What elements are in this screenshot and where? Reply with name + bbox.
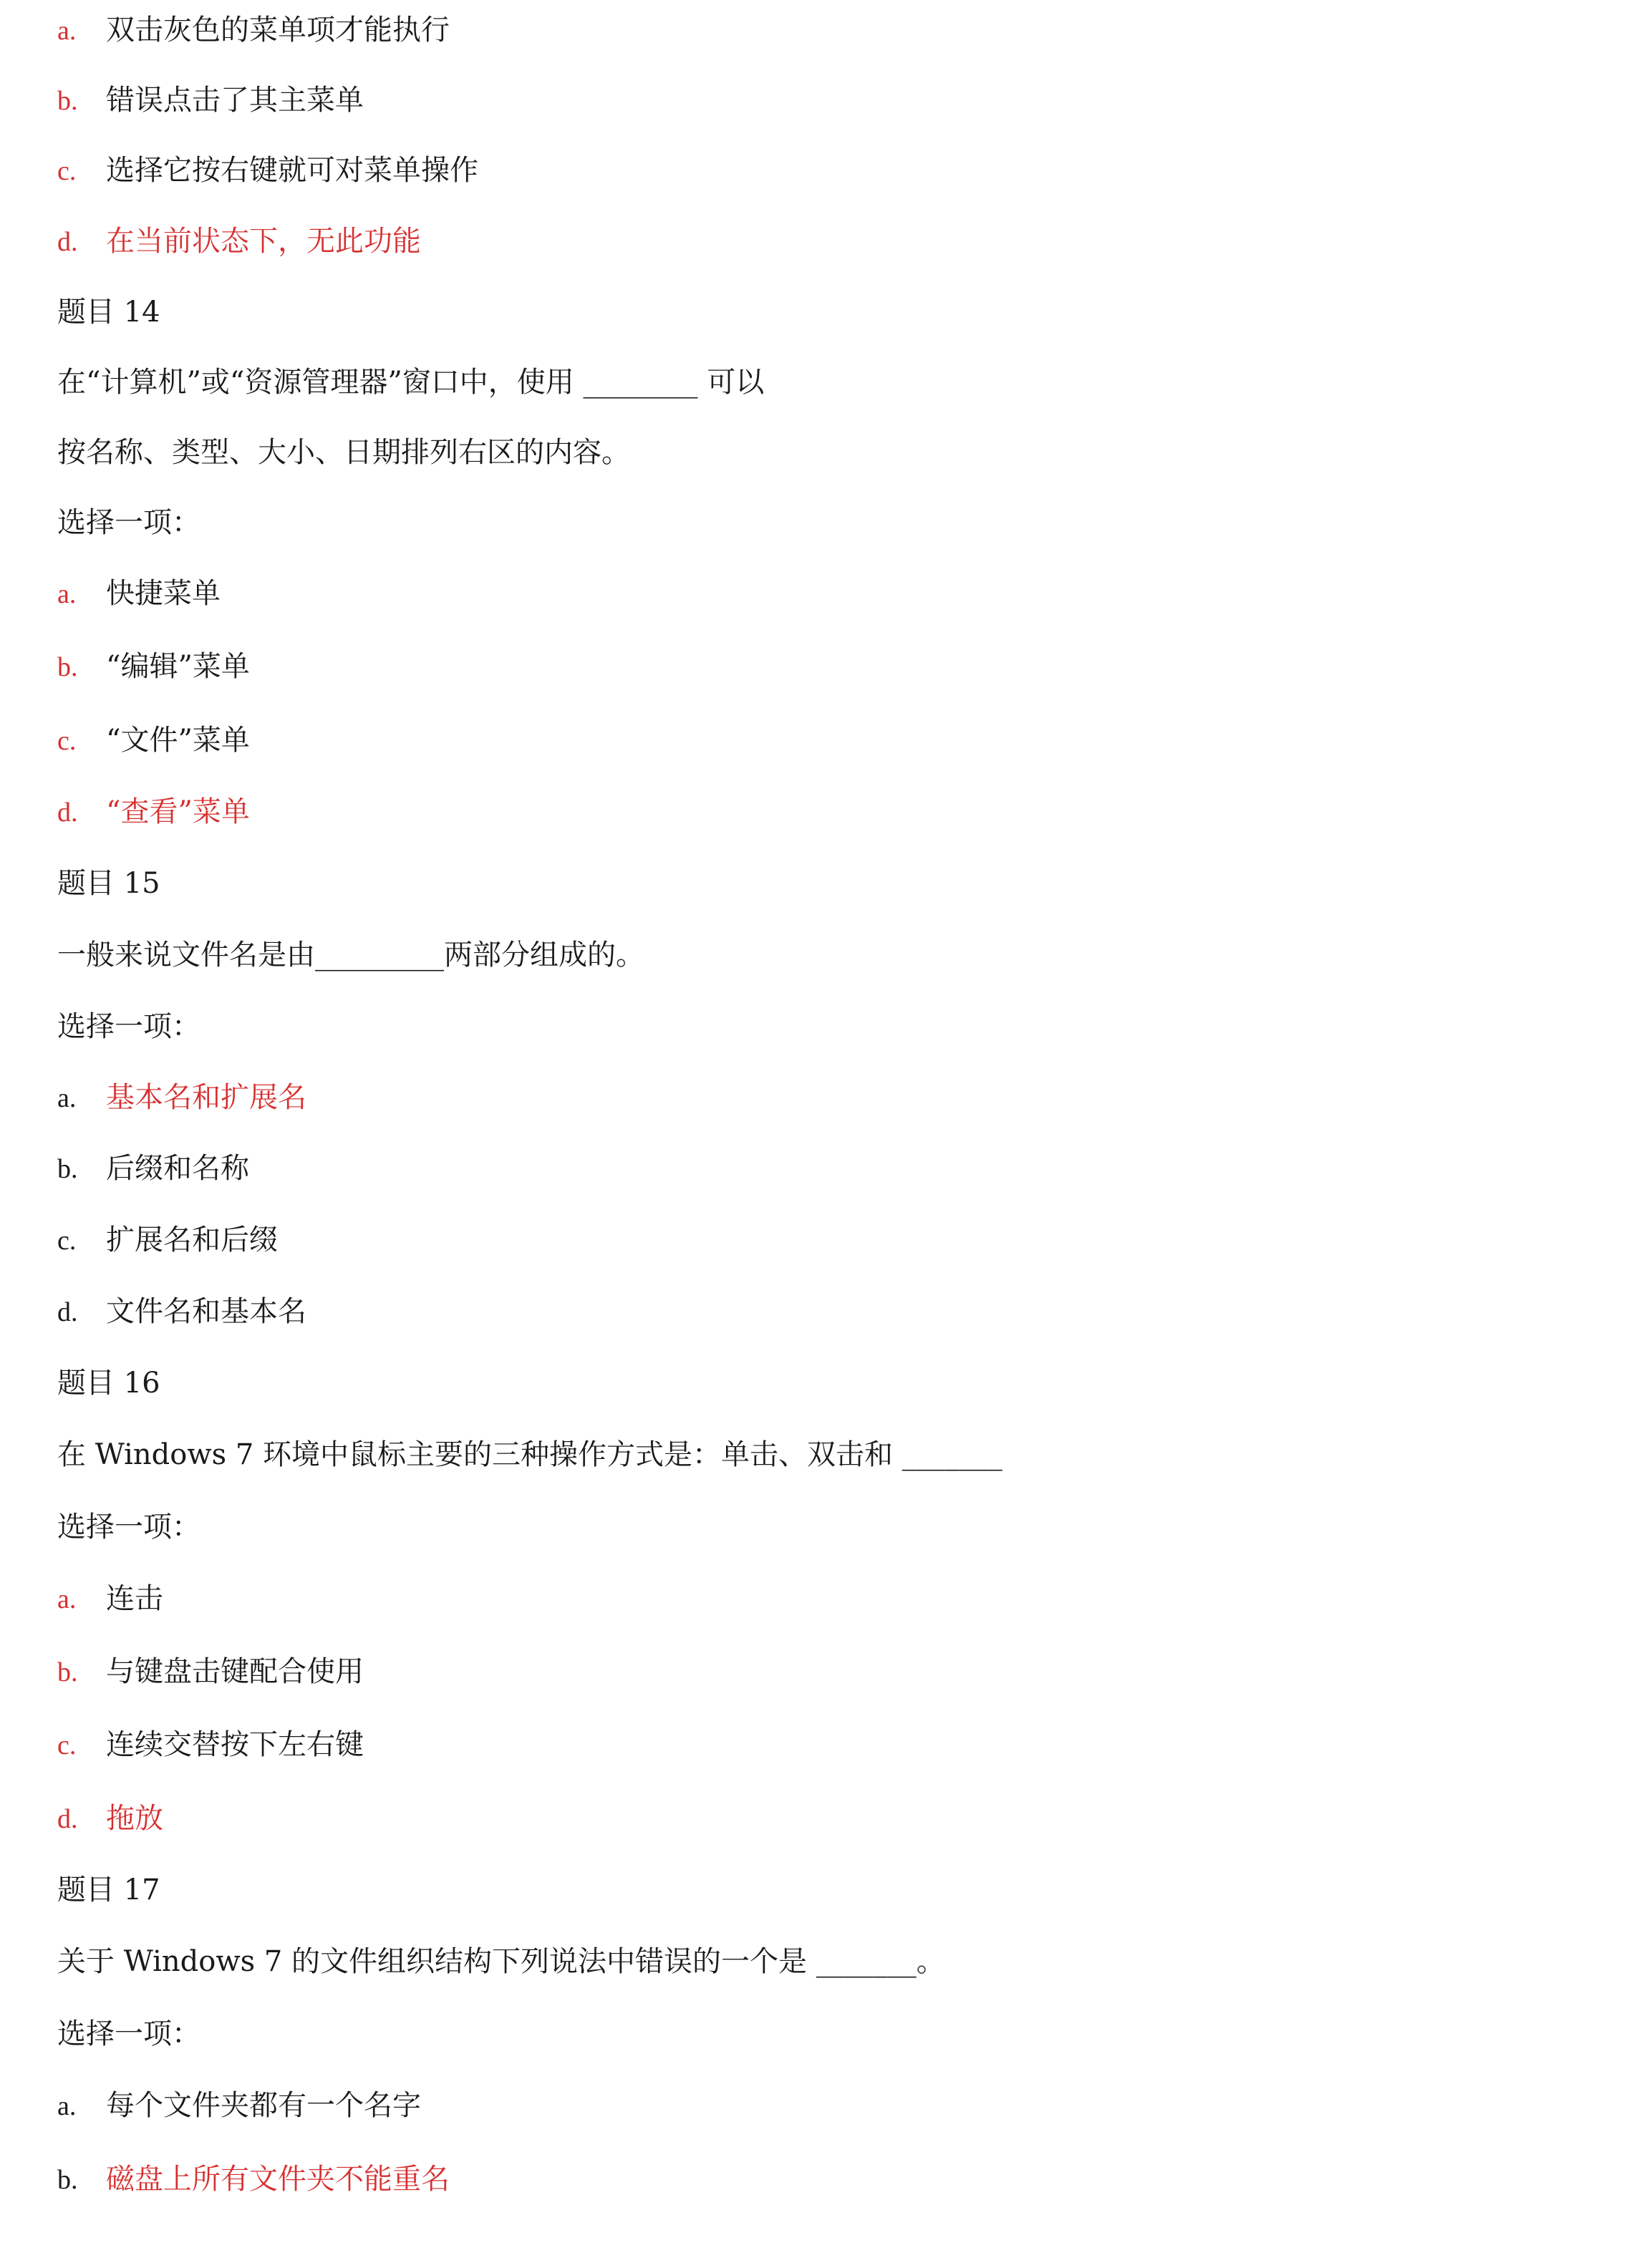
- option-letter: a.: [57, 1584, 77, 1614]
- option-letter: a.: [57, 579, 77, 609]
- option-text: 磁盘上所有文件夹不能重名: [106, 2163, 450, 2196]
- question-16-stem: 在 Windows 7 环境中鼠标主要的三种操作方式是：单击、双击和 _______: [57, 1438, 1002, 1471]
- option-text: 基本名和扩展名: [106, 1081, 306, 1114]
- option-q15-c: [57, 1221, 278, 1259]
- option-q14-b: [57, 648, 250, 686]
- option-q15-d: [57, 1293, 306, 1331]
- option-q15-a: [57, 1079, 306, 1117]
- option-letter: b.: [57, 1154, 78, 1184]
- option-q16-b: [57, 1653, 364, 1691]
- option-q16-d: [57, 1800, 163, 1838]
- option-letter: a.: [57, 1083, 77, 1113]
- option-text: “编辑”菜单: [106, 650, 250, 683]
- option-q13-d: [57, 223, 421, 261]
- option-text: 双击灰色的菜单项才能执行: [106, 14, 450, 47]
- option-letter: d.: [57, 798, 78, 828]
- option-letter: d.: [57, 1804, 78, 1834]
- option-text: 连续交替按下左右键: [106, 1728, 364, 1761]
- option-text: “查看”菜单: [106, 795, 250, 828]
- question-14-title: 题目 14: [57, 296, 160, 329]
- option-text: 快捷菜单: [106, 577, 221, 610]
- question-14-stem-line1: 在“计算机”或“资源管理器”窗口中，使用 ________ 可以: [57, 366, 765, 399]
- option-q17-a: [57, 2087, 421, 2125]
- option-letter: b.: [57, 652, 78, 682]
- question-17-title: 题目 17: [57, 1874, 160, 1906]
- option-letter: c.: [57, 1226, 77, 1256]
- question-17-stem: 关于 Windows 7 的文件组织结构下列说法中错误的一个是 _______。: [57, 1945, 945, 1978]
- option-letter: c.: [57, 726, 77, 756]
- option-letter: d.: [57, 1297, 78, 1327]
- question-15-title: 题目 15: [57, 867, 160, 900]
- option-letter: d.: [57, 227, 78, 257]
- option-q13-c: [57, 152, 478, 190]
- question-16-prompt: 选择一项：: [57, 1511, 200, 1544]
- option-q13-b: [57, 82, 364, 120]
- option-text: 在当前状态下，无此功能: [106, 225, 421, 258]
- option-text: “文件”菜单: [106, 724, 250, 757]
- option-text: 错误点击了其主菜单: [106, 84, 364, 117]
- option-letter: b.: [57, 1657, 78, 1687]
- option-text: 连击: [106, 1582, 163, 1615]
- option-q14-c: [57, 722, 250, 760]
- option-q15-b: [57, 1150, 249, 1188]
- option-letter: b.: [57, 86, 78, 116]
- option-q16-c: [57, 1726, 364, 1764]
- question-14-prompt: 选择一项：: [57, 506, 200, 539]
- option-q13-a: [57, 11, 450, 49]
- option-text: 拖放: [106, 1802, 163, 1835]
- question-15-stem: 一般来说文件名是由_________两部分组成的。: [57, 939, 644, 971]
- option-text: 文件名和基本名: [106, 1295, 306, 1328]
- option-letter: a.: [57, 16, 77, 46]
- option-text: 选择它按右键就可对菜单操作: [106, 154, 478, 187]
- option-text: 每个文件夹都有一个名字: [106, 2089, 421, 2122]
- question-16-title: 题目 16: [57, 1367, 160, 1400]
- option-text: 与键盘击键配合使用: [106, 1655, 364, 1688]
- option-q14-d: [57, 793, 250, 831]
- question-17-prompt: 选择一项：: [57, 2017, 200, 2050]
- option-letter: c.: [57, 1730, 77, 1760]
- option-q14-a: [57, 575, 221, 613]
- question-15-prompt: 选择一项：: [57, 1010, 200, 1043]
- option-text: 扩展名和后缀: [106, 1223, 278, 1256]
- option-text: 后缀和名称: [106, 1152, 249, 1185]
- option-q16-a: [57, 1580, 163, 1618]
- option-letter: c.: [57, 156, 77, 186]
- question-14-stem-line2: 按名称、类型、大小、日期排列右区的内容。: [57, 436, 630, 469]
- option-letter: a.: [57, 2091, 77, 2121]
- option-q17-b: [57, 2161, 450, 2199]
- option-letter: b.: [57, 2165, 78, 2195]
